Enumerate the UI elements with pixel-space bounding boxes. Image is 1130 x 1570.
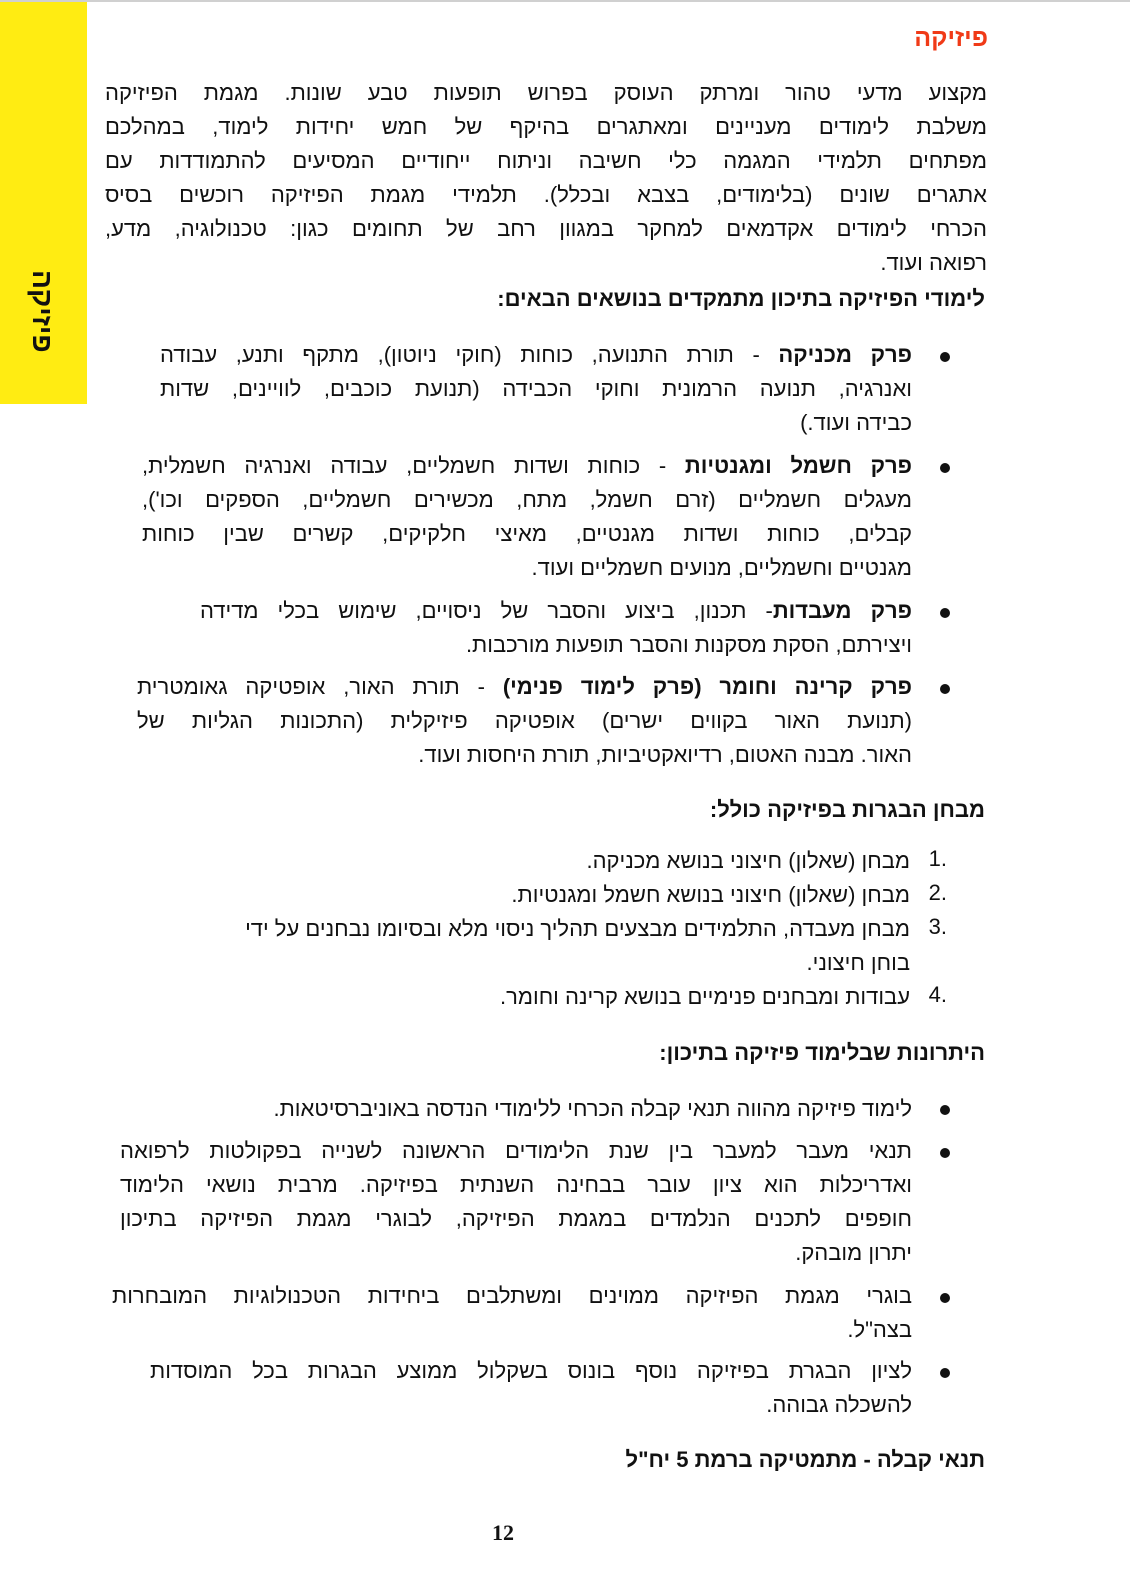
bullet-icon (940, 684, 950, 694)
topic-item (137, 670, 912, 772)
exam-line: בוחן חיצוני. (806, 950, 910, 975)
exam-line: עבודות ומבחנים פנימיים בנושא קרינה וחומר. (500, 984, 910, 1009)
topic-line: מגנטיים וחשמליים, מנועים חשמליים ועוד. (531, 555, 912, 580)
topic-line (142, 449, 912, 483)
advantage-line: חופפים לתכנים הנלמדים במגמת הפיזיקה, לבוגרי מגמת הפיזיקה בתיכון (120, 1206, 912, 1231)
topic-line: (תנועת האור בקווים ישרים) אופטיקה פיזיקלית (התכונות הגליות של (137, 708, 912, 733)
advantage-line: לציון הבגרת בפיזיקה נוסף בונוס בשקלול ממוצע הבגרות בכל המוסדות (150, 1358, 912, 1383)
advantage-line: לימוד פיזיקה מהווה תנאי קבלה הכרחי ללימודי הנדסה באוניברסיטאות. (273, 1096, 912, 1121)
topic-title: פרק מכניקה (778, 342, 912, 367)
advantage-line: להשכלה גבוהה. (766, 1392, 912, 1417)
exam-item (586, 844, 910, 878)
exam-item (511, 878, 910, 912)
advantage-line: בצה"ל. (847, 1317, 912, 1342)
bullet-icon (940, 463, 950, 473)
topic-line: מעגלים חשמליים (זרם חשמל, מתח, מכשירים חשמליים, הספקים וכו'), (142, 487, 912, 512)
page-number: 12 (492, 1520, 514, 1545)
advantage-line: בוגרי מגמת הפיזיקה ממוינים ומשתלבים ביחידות הטכנולוגיות המובחרות (112, 1283, 912, 1308)
topic-text: - תכנון, ביצוע והסבר של ניסויים, שימוש בכלי מדידה (200, 598, 773, 623)
advantage-item (112, 1279, 912, 1347)
bullet-icon (940, 352, 950, 362)
top-border (0, 0, 1130, 2)
exam-heading: מבחן הבגרות בפיזיקה כולל: (709, 797, 985, 822)
bullet-icon (940, 1105, 950, 1115)
advantage-line: יתרון מובהק. (795, 1240, 912, 1265)
intro-line: מקצוע מדעי טהור ומרתק העוסק בפרוש תופעות טבע שונות. מגמת הפיזיקה (105, 80, 987, 105)
list-number: 1. (928, 846, 947, 871)
topic-line: האור. מבנה האטום, רדיואקטיביות, תורת היחסות ועוד. (418, 742, 912, 767)
topic-line: ויצירתם, הסקת מסקנות והסבר תופעות מורכבות. (465, 632, 912, 657)
section-tab (0, 2, 87, 404)
topic-item (160, 338, 912, 440)
topic-item (200, 594, 912, 662)
advantage-line: תנאי מעבר למעבר בין שנת הלימודים הראשונה לשנייה בפקולטות לרפואה (120, 1138, 912, 1163)
intro-line: רפואה ועוד. (880, 250, 987, 275)
topic-line (137, 670, 912, 704)
list-number: 2. (928, 880, 947, 905)
advantage-line: ואדריכלות הוא ציון עובר בבחינה השנתית בפיזיקה. מרבית נושאי הלימוד (120, 1172, 912, 1197)
intro-paragraph (105, 76, 987, 280)
topic-text: - תורת התנועה, כוחות (חוקי ניוטון), מתקף ותנע, עבודה (160, 342, 779, 367)
topic-line (160, 338, 912, 372)
advantage-item (150, 1354, 912, 1422)
bullet-icon (940, 1293, 950, 1303)
topic-title: פרק מעבדות (772, 598, 912, 623)
topic-line: כבידה ועוד.) (800, 410, 912, 435)
section-tab-label: פיזיקה (27, 270, 58, 353)
exam-line: מבחן (שאלון) חיצוני בנושא חשמל ומגנטיות. (511, 882, 910, 907)
intro-line: אתגרים שונים (בלימודים, בצבא ובכלל). תלמידי מגמת הפיזיקה רוכשים בסיס (105, 182, 987, 207)
advantage-item (273, 1092, 912, 1126)
topic-text: - תורת האור, אופטיקה גאומטרית (137, 674, 503, 699)
topic-title: פרק חשמל ומגנטיות (684, 453, 912, 478)
exam-item (245, 912, 910, 980)
list-number: 4. (928, 982, 947, 1007)
topic-line: קבלים, כוחות ושדות מגנטיים, מאיצי חלקיקים, קשרים שבין כוחות (142, 521, 912, 546)
exam-line: מבחן מעבדה, התלמידים מבצעים תהליך ניסוי מלא ובסיומו נבחנים על ידי (245, 916, 910, 941)
intro-line: משלבת לימודים מעניינים ומאתגרים בהיקף של חמש יחידות לימוד, במהלכם (105, 114, 987, 139)
list-number: 3. (928, 914, 947, 939)
advantage-item (120, 1134, 912, 1270)
intro-line: הכרחי לימודים אקדמאים למחקר במגוון רחב של תחומים כגון: טכנולוגיה, מדע, (105, 216, 987, 241)
topics-heading: לימודי הפיזיקה בתיכון מתמקדים בנושאים הבאים: (497, 286, 985, 311)
bullet-icon (940, 608, 950, 618)
exam-item (500, 980, 910, 1014)
topic-line: ואנרגיה, תנועה הרמונית וחוקי הכבידה (תנועת כוכבים, לוויינים, שדות (160, 376, 912, 401)
topic-text: - כוחות ושדות חשמליים, עבודה ואנרגיה חשמלית, (142, 453, 685, 478)
topic-title: פרק קרינה וחומר (פרק לימוד פנימי) (502, 674, 912, 699)
topic-item (142, 449, 912, 585)
advantages-heading: היתרונות שבלימוד פיזיקה בתיכון: (659, 1040, 985, 1065)
exam-line: מבחן (שאלון) חיצוני בנושא מכניקה. (586, 848, 910, 873)
page-title: פיזיקה (914, 24, 988, 52)
admission-requirement: תנאי קבלה - מתמטיקה ברמת 5 יח"ל (625, 1447, 985, 1472)
topic-line (200, 594, 912, 628)
bullet-icon (940, 1148, 950, 1158)
bullet-icon (940, 1368, 950, 1378)
intro-line: מפתחים תלמידי המגמה כלי חשיבה וניתוח ייחודיים המסיעים להתמודדות עם (105, 148, 987, 173)
